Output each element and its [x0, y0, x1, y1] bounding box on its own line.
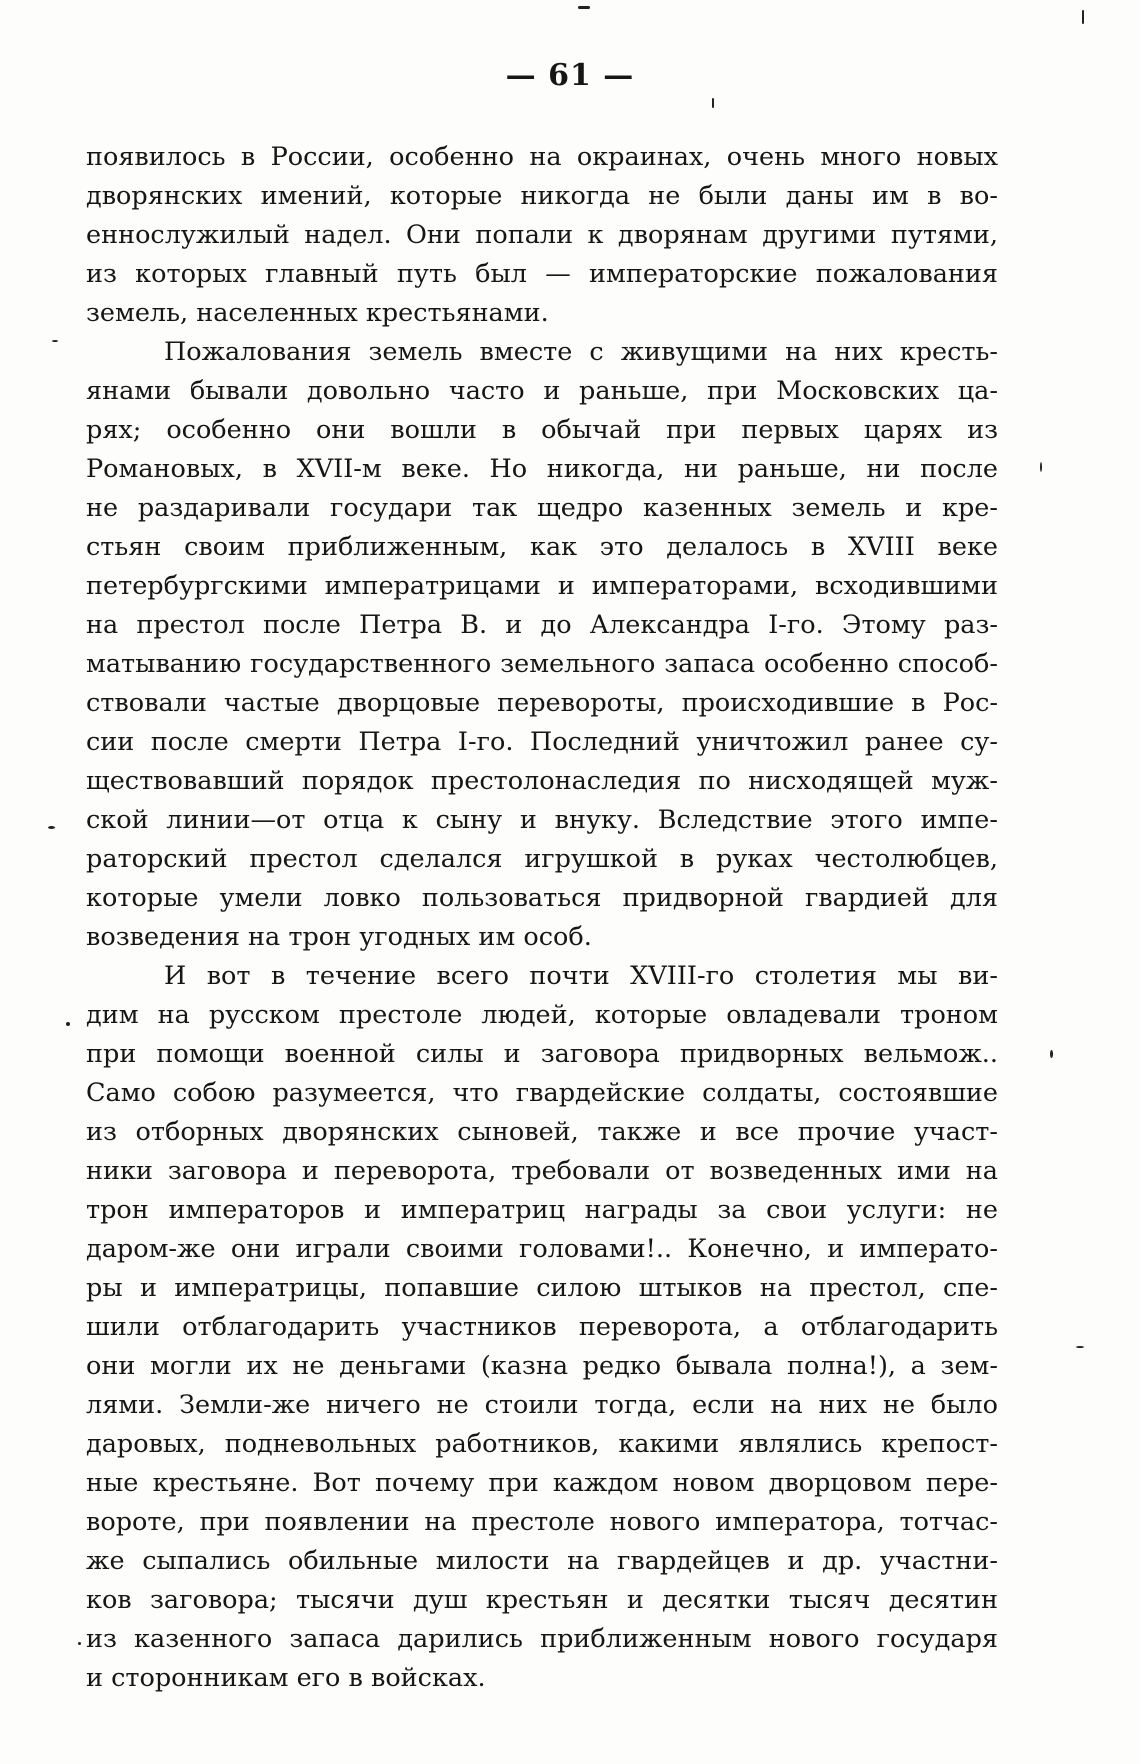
text-line: ники заговора и переворота, требовали от возведенных ими на: [86, 1156, 998, 1186]
text-line: даровых, подневольных работников, какими являлись крепост-: [86, 1429, 998, 1459]
text-line: же сыпались обильные милости на гвардейцев и др. участни-: [86, 1546, 998, 1576]
text-line: появилось в России, особенно на окраинах, очень много новых: [86, 142, 998, 172]
text-line: петербургскими императрицами и императорами, всходившими: [86, 571, 998, 601]
text-line: ры и императрицы, попавшие силою штыков на престол, спе-: [86, 1273, 998, 1303]
text-line: И вот в течение всего почти XVIII-го столетия мы ви-: [164, 961, 998, 991]
paragraph-1: [86, 138, 998, 333]
text-line: и сторонникам его в войсках.: [86, 1663, 486, 1693]
text-line: из отборных дворянских сыновей, также и все прочие участ-: [86, 1117, 998, 1147]
body-text: [86, 138, 998, 1698]
text-line: Само собою разумеется, что гвардейские солдаты, состоявшие: [86, 1078, 998, 1108]
scan-speck: [1050, 1050, 1053, 1058]
text-line: ской линии—от отца к сыну и внуку. Вследствие этого импе-: [86, 805, 998, 835]
scan-speck: [66, 1022, 70, 1026]
text-line: из которых главный путь был — императорские пожалования: [86, 259, 998, 289]
scan-speck: [1082, 10, 1084, 24]
text-line: шили отблагодарить участников переворота, а отблагодарить: [86, 1312, 998, 1342]
text-line: сии после смерти Петра I-го. Последний уничтожил ранее су-: [86, 727, 998, 757]
text-line: рях; особенно они вошли в обычай при первых царях из: [86, 415, 998, 445]
text-line: земель, населенных крестьянами.: [86, 298, 549, 328]
text-line: лями. Земли-же ничего не стоили тогда, если на них не было: [86, 1390, 998, 1420]
text-line: которые умели ловко пользоваться придворной гвардией для: [86, 883, 998, 913]
text-line: на престол после Петра В. и до Александра I-го. Этому раз-: [86, 610, 998, 640]
scan-speck: [578, 6, 590, 9]
text-line: дворянских имений, которые никогда не были даны им в во-: [86, 181, 998, 211]
scan-speck: [1076, 1346, 1084, 1348]
scan-speck: [48, 826, 55, 829]
text-line: ные крестьяне. Вот почему при каждом новом дворцовом пере-: [86, 1468, 998, 1498]
scan-speck: [52, 340, 58, 342]
text-line: не раздаривали государи так щедро казенных земель и кре-: [86, 493, 998, 523]
page-number: — 61 —: [505, 58, 635, 93]
text-line: матыванию государственного земельного запаса особенно способ-: [86, 649, 998, 679]
text-line: ков заговора; тысячи душ крестьян и десятки тысяч десятин: [86, 1585, 998, 1615]
text-line: ществовавший порядок престолонаследия по нисходящей муж-: [86, 766, 998, 796]
text-line: ствовали частые дворцовые перевороты, происходившие в Рос-: [86, 688, 998, 718]
paragraph-3: [86, 957, 998, 1698]
text-line: трон императоров и императриц награды за свои услуги: не: [86, 1195, 998, 1225]
paragraph-2: [86, 333, 998, 957]
text-line: стьян своим приближенным, как это делалось в XVIII веке: [86, 532, 998, 562]
scan-speck: [78, 1642, 81, 1645]
scan-speck: [712, 98, 714, 108]
text-line: из казенного запаса дарились приближенным нового государя: [86, 1624, 998, 1654]
text-line: Романовых, в XVII-м веке. Но никогда, ни раньше, ни после: [86, 454, 998, 484]
text-line: при помощи военной силы и заговора придворных вельмож..: [86, 1039, 998, 1069]
text-line: дим на русском престоле людей, которые овладевали троном: [86, 1000, 998, 1030]
text-line: возведения на трон угодных им особ.: [86, 922, 592, 952]
text-line: даром-же они играли своими головами!.. Конечно, и императо-: [86, 1234, 998, 1264]
text-line: они могли их не деньгами (казна редко бывала полна!), а зем-: [86, 1351, 998, 1381]
text-line: енноcлужилый надел. Они попали к дворянам другими путями,: [86, 220, 998, 250]
text-line: вороте, при появлении на престоле нового императора, тотчас-: [86, 1507, 998, 1537]
scan-speck: [1040, 462, 1042, 472]
text-line: янами бывали довольно часто и раньше, при Московских ца-: [86, 376, 998, 406]
text-line: Пожалования земель вместе с живущими на них кресть-: [164, 337, 998, 367]
text-line: раторский престол сделался игрушкой в руках честолюбцев,: [86, 844, 998, 874]
